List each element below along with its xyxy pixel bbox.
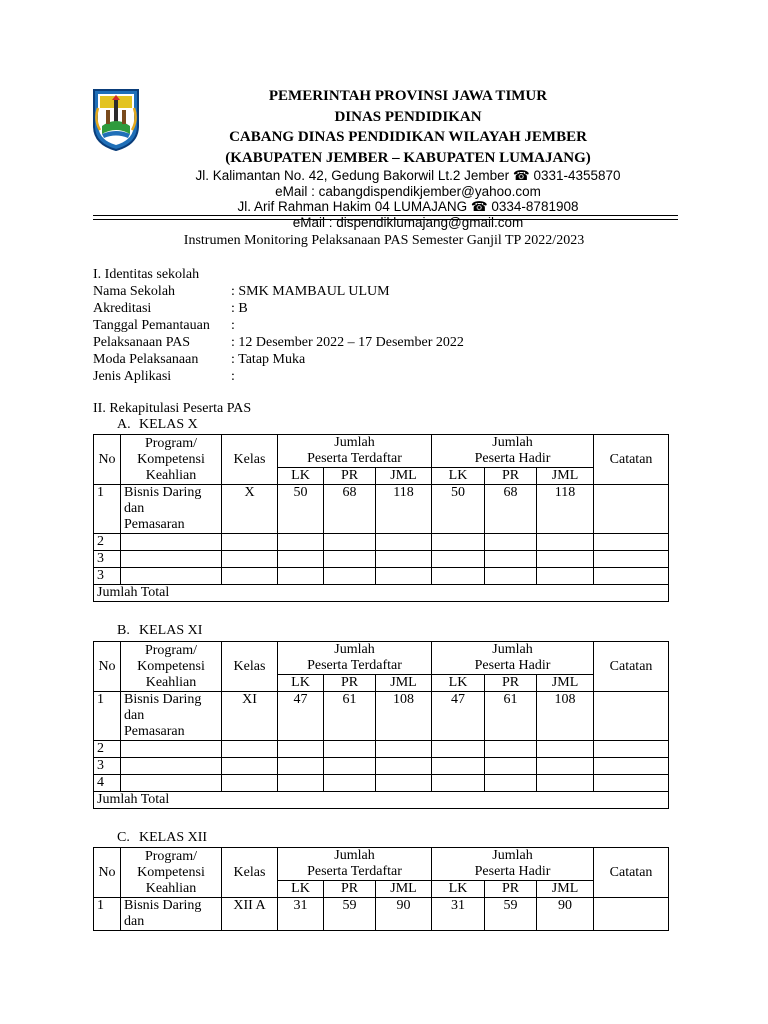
cell-program: [121, 534, 222, 551]
cell-hadir-lk: 47: [432, 692, 485, 741]
provincial-emblem-icon: [90, 86, 142, 152]
cell-hadir-jml: [537, 534, 594, 551]
kelas-heading: [117, 623, 202, 639]
cell-terdaftar-lk: 50: [278, 485, 324, 534]
header-hadir: Jumlah Peserta Hadir: [432, 848, 594, 881]
table-row: [94, 568, 669, 585]
cell-kelas: [222, 758, 278, 775]
cell-no: 3: [94, 758, 121, 775]
cell-catatan: [594, 692, 669, 741]
cell-catatan: [594, 741, 669, 758]
ident-value: : 12 Desember 2022 – 17 Desember 2022: [231, 335, 464, 350]
cell-hadir-pr: 61: [485, 692, 537, 741]
identitas-heading: I. Identitas sekolah: [93, 267, 200, 282]
ident-value: :: [231, 369, 235, 384]
cell-kelas: [222, 551, 278, 568]
header-jml: JML: [537, 675, 594, 692]
header-terdaftar: Jumlah Peserta Terdaftar: [278, 435, 432, 468]
cell-catatan: [594, 775, 669, 792]
kelas-heading: [117, 417, 198, 433]
cell-hadir-lk: [432, 568, 485, 585]
header-no: No: [94, 848, 121, 898]
cell-hadir-pr: [485, 568, 537, 585]
header-kelas: Kelas: [222, 848, 278, 898]
header-no: No: [94, 435, 121, 485]
cell-hadir-pr: [485, 534, 537, 551]
cell-hadir-jml: [537, 568, 594, 585]
cell-hadir-pr: 59: [485, 898, 537, 931]
total-label: Jumlah Total: [94, 585, 669, 602]
header-divider: [93, 215, 678, 216]
cell-program: Bisnis Daring dan: [121, 898, 222, 931]
header-email-jember: eMail : cabangdispendikjember@yahoo.com: [275, 183, 541, 199]
cell-terdaftar-lk: [278, 551, 324, 568]
table-row: [94, 485, 669, 534]
cell-program: Bisnis Daring dan Pemasaran: [121, 485, 222, 534]
header-jml: JML: [376, 881, 432, 898]
header-program: Program/ Kompetensi Keahlian: [121, 848, 222, 898]
cell-hadir-lk: [432, 775, 485, 792]
header-lk: LK: [432, 468, 485, 485]
cell-no: 3: [94, 551, 121, 568]
cell-catatan: [594, 568, 669, 585]
header-no: No: [94, 642, 121, 692]
cell-terdaftar-jml: [376, 568, 432, 585]
cell-terdaftar-pr: 68: [324, 485, 376, 534]
cell-catatan: [594, 758, 669, 775]
cell-program: [121, 551, 222, 568]
header-catatan: Catatan: [594, 642, 669, 692]
header-lk: LK: [278, 881, 324, 898]
cell-hadir-jml: 118: [537, 485, 594, 534]
header-line-2: DINAS PENDIDIKAN: [334, 108, 482, 125]
header-address-lumajang: Jl. Arif Rahman Hakim 04 LUMAJANG ☎ 0334-8781908: [237, 199, 579, 214]
cell-terdaftar-pr: 59: [324, 898, 376, 931]
table-row: [94, 534, 669, 551]
cell-kelas: XI: [222, 692, 278, 741]
cell-no: 2: [94, 741, 121, 758]
cell-hadir-jml: [537, 758, 594, 775]
cell-kelas: X: [222, 485, 278, 534]
cell-kelas: [222, 775, 278, 792]
cell-catatan: [594, 898, 669, 931]
cell-hadir-lk: 50: [432, 485, 485, 534]
kelas-heading-name: KELAS XII: [139, 830, 208, 845]
cell-terdaftar-pr: [324, 758, 376, 775]
ident-label: Jenis Aplikasi: [93, 369, 172, 384]
kelas-heading: [117, 830, 207, 846]
header-pr: PR: [485, 675, 537, 692]
kelas-heading-letter: A.: [117, 417, 131, 432]
ident-label: Akreditasi: [93, 301, 152, 316]
table-row: [94, 898, 669, 931]
ident-value: : SMK MAMBAUL ULUM: [231, 284, 390, 299]
cell-terdaftar-lk: 47: [278, 692, 324, 741]
cell-terdaftar-jml: [376, 741, 432, 758]
header-catatan: Catatan: [594, 848, 669, 898]
cell-kelas: [222, 741, 278, 758]
cell-kelas: [222, 534, 278, 551]
ident-value: :: [231, 318, 235, 333]
header-terdaftar: Jumlah Peserta Terdaftar: [278, 642, 432, 675]
header-line-4: (KABUPATEN JEMBER – KABUPATEN LUMAJANG): [225, 149, 591, 166]
rekap-table: [93, 434, 669, 602]
rekap-table: [93, 847, 669, 931]
cell-hadir-lk: 31: [432, 898, 485, 931]
cell-terdaftar-lk: [278, 534, 324, 551]
header-hadir: Jumlah Peserta Hadir: [432, 435, 594, 468]
header-divider-thin: [93, 219, 678, 220]
letterhead: [90, 86, 678, 230]
identitas-section: [93, 266, 593, 385]
header-pr: PR: [485, 881, 537, 898]
ident-label: Tanggal Pemantauan: [93, 318, 210, 333]
kelas-heading-name: KELAS X: [139, 417, 198, 432]
cell-terdaftar-lk: [278, 568, 324, 585]
cell-catatan: [594, 485, 669, 534]
cell-no: 1: [94, 485, 121, 534]
cell-catatan: [594, 534, 669, 551]
cell-hadir-pr: [485, 741, 537, 758]
cell-terdaftar-jml: [376, 775, 432, 792]
cell-terdaftar-jml: 108: [376, 692, 432, 741]
cell-terdaftar-jml: 90: [376, 898, 432, 931]
cell-program: [121, 775, 222, 792]
cell-terdaftar-pr: [324, 568, 376, 585]
header-lk: LK: [278, 468, 324, 485]
header-jml: JML: [537, 468, 594, 485]
table-row: [94, 551, 669, 568]
header-program: Program/ Kompetensi Keahlian: [121, 435, 222, 485]
cell-no: 2: [94, 534, 121, 551]
cell-terdaftar-jml: 118: [376, 485, 432, 534]
header-lk: LK: [432, 881, 485, 898]
kelas-heading-letter: C.: [117, 830, 130, 845]
header-pr: PR: [324, 468, 376, 485]
header-hadir: Jumlah Peserta Hadir: [432, 642, 594, 675]
cell-hadir-pr: 68: [485, 485, 537, 534]
ident-value: : B: [231, 301, 248, 316]
header-catatan: Catatan: [594, 435, 669, 485]
header-lk: LK: [278, 675, 324, 692]
cell-terdaftar-pr: [324, 741, 376, 758]
ident-value: : Tatap Muka: [231, 352, 306, 367]
cell-no: 4: [94, 775, 121, 792]
cell-terdaftar-jml: [376, 534, 432, 551]
cell-hadir-lk: [432, 758, 485, 775]
cell-kelas: XII A: [222, 898, 278, 931]
table-row: [94, 741, 669, 758]
cell-catatan: [594, 551, 669, 568]
header-line-1: PEMERINTAH PROVINSI JAWA TIMUR: [268, 88, 548, 104]
cell-program: [121, 568, 222, 585]
table-row: [94, 692, 669, 741]
cell-terdaftar-lk: [278, 758, 324, 775]
header-jml: JML: [537, 881, 594, 898]
kelas-heading-letter: B.: [117, 623, 130, 638]
header-terdaftar: Jumlah Peserta Terdaftar: [278, 848, 432, 881]
header-address-jember: Jl. Kalimantan No. 42, Gedung Bakorwil Lt.2 Jember ☎ 0331-4355870: [195, 168, 621, 183]
cell-no: 3: [94, 568, 121, 585]
ident-label: Moda Pelaksanaan: [93, 352, 199, 367]
total-label: Jumlah Total: [94, 792, 669, 809]
cell-terdaftar-lk: 31: [278, 898, 324, 931]
cell-terdaftar-pr: [324, 775, 376, 792]
rekap-table: [93, 641, 669, 809]
cell-hadir-lk: [432, 551, 485, 568]
document-title: Instrumen Monitoring Pelaksanaan PAS Semester Ganjil TP 2022/2023: [183, 233, 585, 248]
cell-hadir-lk: [432, 741, 485, 758]
total-row: [94, 792, 669, 809]
cell-hadir-jml: 108: [537, 692, 594, 741]
cell-no: 1: [94, 692, 121, 741]
cell-terdaftar-jml: [376, 758, 432, 775]
cell-terdaftar-lk: [278, 775, 324, 792]
kelas-heading-name: KELAS XI: [139, 623, 203, 638]
header-pr: PR: [485, 468, 537, 485]
cell-terdaftar-pr: 61: [324, 692, 376, 741]
header-jml: JML: [376, 675, 432, 692]
cell-terdaftar-pr: [324, 534, 376, 551]
header-pr: PR: [324, 675, 376, 692]
cell-hadir-pr: [485, 551, 537, 568]
cell-no: 1: [94, 898, 121, 931]
cell-hadir-pr: [485, 758, 537, 775]
cell-kelas: [222, 568, 278, 585]
cell-hadir-pr: [485, 775, 537, 792]
rekap-heading: II. Rekapitulasi Peserta PAS: [93, 401, 252, 416]
cell-hadir-jml: [537, 775, 594, 792]
cell-program: [121, 741, 222, 758]
header-program: Program/ Kompetensi Keahlian: [121, 642, 222, 692]
total-row: [94, 585, 669, 602]
table-row: [94, 758, 669, 775]
cell-terdaftar-lk: [278, 741, 324, 758]
header-line-3: CABANG DINAS PENDIDIKAN WILAYAH JEMBER: [229, 129, 587, 145]
header-lk: LK: [432, 675, 485, 692]
header-kelas: Kelas: [222, 435, 278, 485]
cell-hadir-jml: [537, 741, 594, 758]
cell-terdaftar-pr: [324, 551, 376, 568]
cell-hadir-jml: [537, 551, 594, 568]
cell-program: Bisnis Daring dan Pemasaran: [121, 692, 222, 741]
cell-hadir-lk: [432, 534, 485, 551]
table-row: [94, 775, 669, 792]
ident-label: Nama Sekolah: [93, 284, 176, 299]
header-pr: PR: [324, 881, 376, 898]
cell-hadir-jml: 90: [537, 898, 594, 931]
header-jml: JML: [376, 468, 432, 485]
cell-terdaftar-jml: [376, 551, 432, 568]
cell-program: [121, 758, 222, 775]
header-email-lumajang: eMail : dispendiklumajang@gmail.com: [292, 214, 524, 230]
header-kelas: Kelas: [222, 642, 278, 692]
ident-label: Pelaksanaan PAS: [93, 335, 191, 350]
